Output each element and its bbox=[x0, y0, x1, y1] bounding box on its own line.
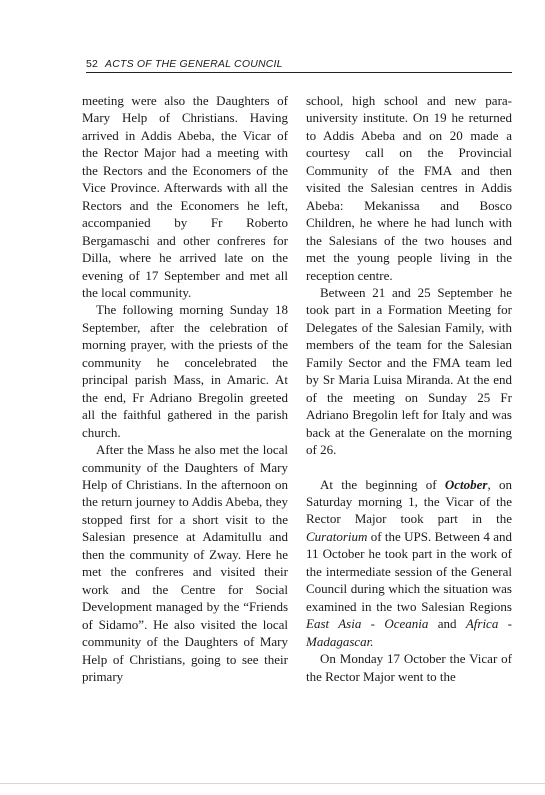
page-number: 52 bbox=[86, 58, 99, 70]
header-rule bbox=[86, 72, 512, 73]
paragraph-october bbox=[306, 476, 512, 651]
right-column bbox=[306, 92, 512, 685]
paragraph: After the Mass he also met the local community of the Daughters of Mary Help of Christians. In the afternoon on the return journey to Addis Abeba, they stopped first for a short visit to the Salesian presence at Adamitullu and then the community of Zway. Here he met the confreres and visited their work and the Centre for Social Development managed by the “Friends of Sidamo”. He also visited the local community of the Daughters of Mary Help of Christians, going to see their primary bbox=[82, 442, 288, 684]
region-name: Africa - Madagascar. bbox=[306, 616, 512, 649]
left-column bbox=[82, 92, 288, 685]
running-title: ACTS OF THE GENERAL COUNCIL bbox=[105, 58, 283, 70]
paragraph: The following morning Sunday 18 September, after the celebration of morning prayer, with the priests of the community he concelebrated the principal parish Mass, in Amaric. At the end, Fr Adriano Bregolin greeted all the faithful gathered in the parish church. bbox=[82, 302, 288, 440]
text-run: and bbox=[428, 616, 466, 632]
paragraph: school, high school and new para-university institute. On 19 he returned to Addis Abeba and on 20 made a courtesy call on the Provincial Community of the FMA and then visited the Salesian centres in Addis Abeba: Mekanissa and Bosco Children, he where he had lunch with the Salesians of the two houses and met the young people living in the reception centre. bbox=[306, 93, 512, 283]
paragraph: On Monday 17 October the Vicar of the Rector Major went to the bbox=[306, 651, 512, 684]
paragraph: meeting were also the Daughters of Mary Help of Christians. Having arrived in Addis Abeba, the Vicar of the Rector Major had a meeting with the Rectors and the Economers of the Vice Province. Afterwards with all the Rectors and the Economers he left, accompanied by Fr Roberto Bergamaschi and other confreres for Dilla, where he arrived late on the evening of 17 September and met all the local community. bbox=[82, 93, 288, 300]
page-bottom-edge bbox=[0, 783, 545, 784]
running-header bbox=[86, 54, 512, 72]
paragraph: Between 21 and 25 September he took part in a Formation Meeting for Delegates of the Salesian Family, with members of the team for the Salesian Family Sector and the FMA team led by Sr Maria Luisa Miranda. At the end of the meeting on Sunday 25 Fr Adriano Bregolin left for Italy and was back at the Generalate on the morning of 26. bbox=[306, 284, 512, 458]
region-name: East Asia - Oceania bbox=[306, 616, 429, 632]
italic-term: Curatorium bbox=[306, 528, 368, 544]
text-run: , on Saturday morning 1, the Vicar of the Rector Major took part in the bbox=[306, 476, 512, 527]
text-run: of the UPS. Between 4 and 11 October he took part in the work of the intermediate session of the General Council during which the situation was examined in the two Salesian Regions bbox=[306, 528, 512, 614]
month-heading: October bbox=[444, 476, 488, 492]
text-run: At the beginning of bbox=[320, 476, 445, 492]
